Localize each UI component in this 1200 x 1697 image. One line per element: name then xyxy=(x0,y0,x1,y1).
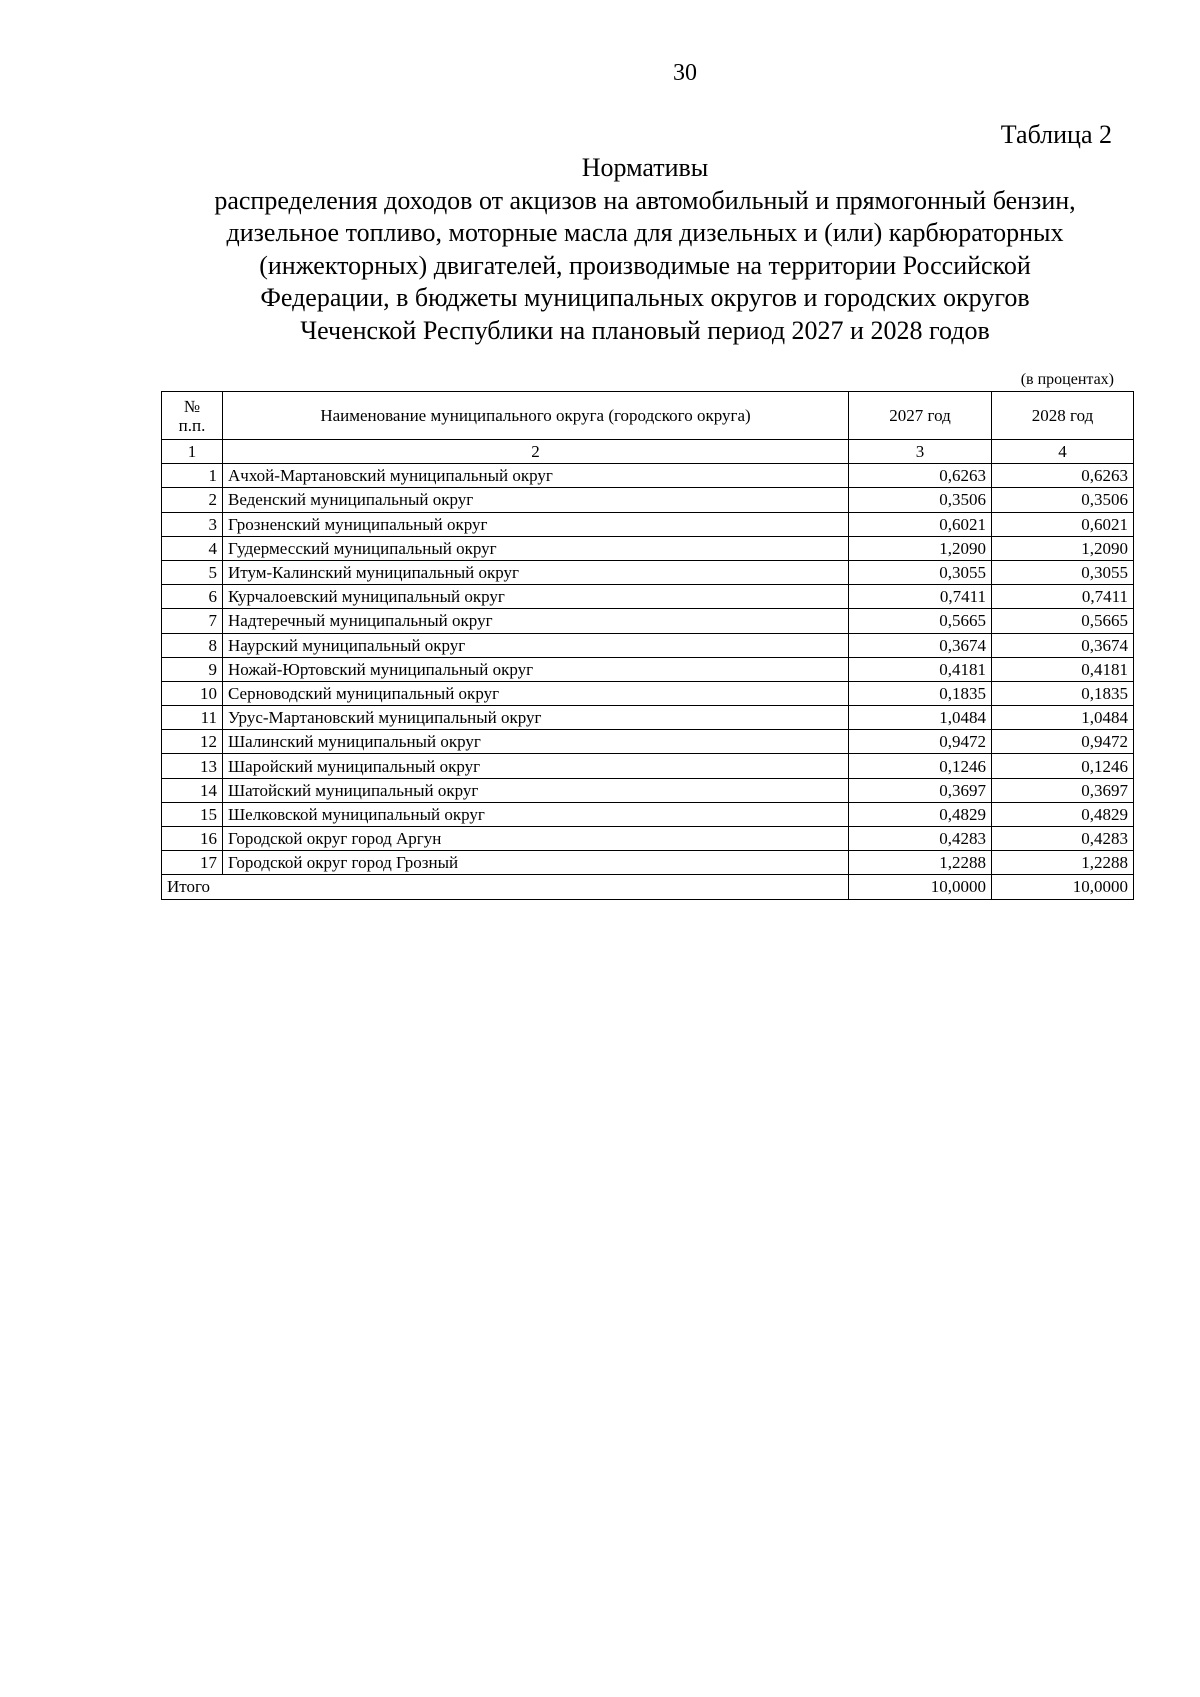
value-2028: 0,4283 xyxy=(992,827,1134,851)
district-name: Городской округ город Аргун xyxy=(223,827,849,851)
total-2028: 10,0000 xyxy=(992,875,1134,899)
column-number: 3 xyxy=(849,440,992,464)
units-note: (в процентах) xyxy=(1020,371,1114,388)
value-2028: 0,1246 xyxy=(992,754,1134,778)
row-number: 2 xyxy=(162,488,223,512)
row-number: 12 xyxy=(162,730,223,754)
table-row xyxy=(162,802,1134,826)
value-2027: 0,6021 xyxy=(849,512,992,536)
header-name: Наименование муниципального округа (городского округа) xyxy=(223,392,849,440)
header-number-sign: № xyxy=(183,396,201,416)
header-year-2027: 2027 год xyxy=(849,392,992,440)
row-number: 5 xyxy=(162,560,223,584)
norms-table xyxy=(161,391,1134,900)
table-title xyxy=(150,152,1140,348)
row-number: 13 xyxy=(162,754,223,778)
district-name: Шатойский муниципальный округ xyxy=(223,778,849,802)
value-2027: 1,0484 xyxy=(849,706,992,730)
value-2027: 0,1246 xyxy=(849,754,992,778)
title-line: распределения доходов от акцизов на автомобильный и прямогонный бензин, xyxy=(214,185,1076,215)
title-line: дизельное топливо, моторные масла для дизельных и (или) карбюраторных xyxy=(226,218,1064,248)
table-row xyxy=(162,464,1134,488)
value-2027: 0,4829 xyxy=(849,802,992,826)
value-2027: 0,6263 xyxy=(849,464,992,488)
value-2028: 0,4181 xyxy=(992,657,1134,681)
value-2027: 0,4283 xyxy=(849,827,992,851)
value-2028: 1,0484 xyxy=(992,706,1134,730)
value-2028: 0,6263 xyxy=(992,464,1134,488)
value-2027: 0,7411 xyxy=(849,585,992,609)
row-number: 14 xyxy=(162,778,223,802)
district-name: Итум-Калинский муниципальный округ xyxy=(223,560,849,584)
table-row xyxy=(162,657,1134,681)
value-2027: 0,9472 xyxy=(849,730,992,754)
table-row xyxy=(162,609,1134,633)
table-row xyxy=(162,536,1134,560)
column-number: 1 xyxy=(162,440,223,464)
district-name: Наурский муниципальный округ xyxy=(223,633,849,657)
total-label: Итого xyxy=(162,875,849,899)
value-2027: 0,3674 xyxy=(849,633,992,657)
value-2027: 0,3506 xyxy=(849,488,992,512)
column-numbers-row xyxy=(162,440,1134,464)
header-year-2028: 2028 год xyxy=(992,392,1134,440)
row-number: 17 xyxy=(162,851,223,875)
district-name: Городской округ город Грозный xyxy=(223,851,849,875)
value-2028: 0,1835 xyxy=(992,681,1134,705)
page-number: 30 xyxy=(673,60,697,86)
value-2027: 0,3697 xyxy=(849,778,992,802)
title-line: Нормативы xyxy=(581,153,709,182)
district-name: Надтеречный муниципальный округ xyxy=(223,609,849,633)
row-number: 11 xyxy=(162,706,223,730)
row-number: 3 xyxy=(162,512,223,536)
value-2027: 0,4181 xyxy=(849,657,992,681)
table-row xyxy=(162,706,1134,730)
value-2027: 1,2090 xyxy=(849,536,992,560)
value-2028: 0,3506 xyxy=(992,488,1134,512)
row-number: 8 xyxy=(162,633,223,657)
value-2028: 1,2090 xyxy=(992,536,1134,560)
row-number: 9 xyxy=(162,657,223,681)
column-number: 4 xyxy=(992,440,1134,464)
value-2027: 0,3055 xyxy=(849,560,992,584)
district-name: Курчалоевский муниципальный округ xyxy=(223,585,849,609)
header-number xyxy=(162,392,223,440)
total-2027: 10,0000 xyxy=(849,875,992,899)
value-2028: 0,3055 xyxy=(992,560,1134,584)
table-row xyxy=(162,633,1134,657)
row-number: 10 xyxy=(162,681,223,705)
row-number: 1 xyxy=(162,464,223,488)
total-row xyxy=(162,875,1134,899)
value-2028: 0,7411 xyxy=(992,585,1134,609)
column-number: 2 xyxy=(223,440,849,464)
table-row xyxy=(162,585,1134,609)
value-2027: 1,2288 xyxy=(849,851,992,875)
table-header-row xyxy=(162,392,1134,440)
value-2028: 0,6021 xyxy=(992,512,1134,536)
row-number: 16 xyxy=(162,827,223,851)
district-name: Шалинский муниципальный округ xyxy=(223,730,849,754)
table-row xyxy=(162,778,1134,802)
value-2028: 0,4829 xyxy=(992,802,1134,826)
table-row xyxy=(162,730,1134,754)
district-name: Гудермесский муниципальный округ xyxy=(223,536,849,560)
row-number: 6 xyxy=(162,585,223,609)
value-2027: 0,1835 xyxy=(849,681,992,705)
row-number: 15 xyxy=(162,802,223,826)
table-row xyxy=(162,560,1134,584)
district-name: Шаройский муниципальный округ xyxy=(223,754,849,778)
table-row xyxy=(162,754,1134,778)
district-name: Серноводский муниципальный округ xyxy=(223,681,849,705)
header-number-abbr: п.п. xyxy=(178,415,206,435)
table-row xyxy=(162,512,1134,536)
value-2028: 0,5665 xyxy=(992,609,1134,633)
district-name: Урус-Мартановский муниципальный округ xyxy=(223,706,849,730)
row-number: 7 xyxy=(162,609,223,633)
title-line: Федерации, в бюджеты муниципальных округов и городских округов xyxy=(260,283,1030,313)
title-line: (инжекторных) двигателей, производимые на территории Российской xyxy=(259,250,1031,280)
table-row xyxy=(162,681,1134,705)
table-row xyxy=(162,488,1134,512)
value-2028: 0,3697 xyxy=(992,778,1134,802)
value-2028: 0,3674 xyxy=(992,633,1134,657)
table-row xyxy=(162,851,1134,875)
row-number: 4 xyxy=(162,536,223,560)
table-row xyxy=(162,827,1134,851)
district-name: Шелковской муниципальный округ xyxy=(223,802,849,826)
value-2027: 0,5665 xyxy=(849,609,992,633)
table-label: Таблица 2 xyxy=(1000,120,1112,149)
value-2028: 1,2288 xyxy=(992,851,1134,875)
title-line: Чеченской Республики на плановый период 2027 и 2028 годов xyxy=(300,315,990,345)
district-name: Ножай-Юртовский муниципальный округ xyxy=(223,657,849,681)
district-name: Грозненский муниципальный округ xyxy=(223,512,849,536)
district-name: Веденский муниципальный округ xyxy=(223,488,849,512)
value-2028: 0,9472 xyxy=(992,730,1134,754)
district-name: Ачхой-Мартановский муниципальный округ xyxy=(223,464,849,488)
